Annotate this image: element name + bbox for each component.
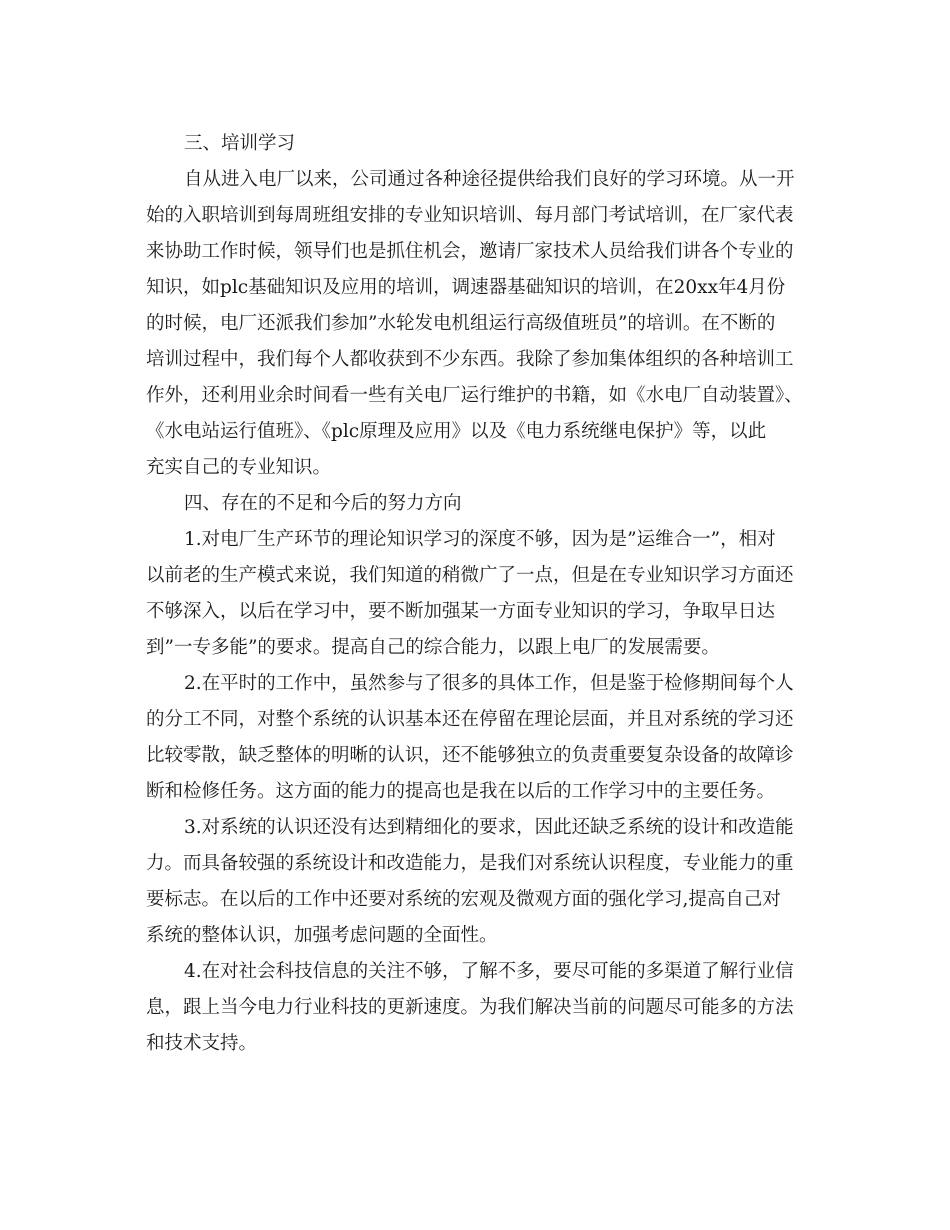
paragraph-line: 培训过程中，我们每个人都收获到不少东西。我除了参加集体组织的各种培训工 (146, 349, 794, 370)
paragraph-line: 3.对系统的认识还没有达到精细化的要求，因此还缺乏系统的设计和改造能 (184, 817, 794, 838)
paragraph-line: 作外，还利用业余时间看一些有关电厂运行维护的书籍，如《水电厂自动装置》、 (146, 385, 803, 406)
paragraph-line: 的时候，电厂还派我们参加”水轮发电机组运行高级值班员”的培训。在不断的 (146, 313, 776, 334)
paragraph-line: 和技术支持。 (146, 1033, 258, 1054)
section-heading-shortcomings: 四、存在的不足和今后的努力方向 (184, 493, 462, 514)
paragraph-line: 到”一专多能”的要求。提高自己的综合能力，以跟上电厂的发展需要。 (146, 637, 720, 658)
paragraph-line: 系统的整体认识，加强考虑问题的全面性。 (146, 925, 498, 946)
paragraph-line: 自从进入电厂以来，公司通过各种途径提供给我们良好的学习环境。从一开 (184, 169, 795, 190)
paragraph-item-4 (146, 954, 806, 1062)
paragraph-item-3 (146, 810, 806, 954)
paragraph-line: 来协助工作时候，领导们也是抓住机会，邀请厂家技术人员给我们讲各个专业的 (146, 241, 794, 262)
paragraph-line: 要标志。在以后的工作中还要对系统的宏观及微观方面的强化学习,提高自己对 (146, 889, 781, 910)
section-heading-training: 三、培训学习 (184, 133, 296, 154)
paragraph-line: 以前老的生产模式来说，我们知道的稍微广了一点，但是在专业知识学习方面还 (146, 565, 794, 586)
paragraph-line: 4.在对社会科技信息的关注不够，了解不多，要尽可能的多渠道了解行业信 (184, 961, 794, 982)
paragraph-line: 知识，如plc基础知识及应用的培训，调速器基础知识的培训，在20xx年4月份 (146, 277, 786, 298)
paragraph-line: 《水电站运行值班》、《plc原理及应用》以及《电力系统继电保护》等，以此 (146, 421, 767, 442)
paragraph-line: 1.对电厂生产环节的理论知识学习的深度不够，因为是”运维合一”，相对 (184, 529, 776, 550)
paragraph-line: 充实自己的专业知识。 (146, 457, 332, 478)
document-body (146, 126, 806, 1062)
paragraph-line: 2.在平时的工作中，虽然参与了很多的具体工作，但是鉴于检修期间每个人 (184, 673, 794, 694)
paragraph-line: 的分工不同，对整个系统的认识基本还在停留在理论层面，并且对系统的学习还 (146, 709, 794, 730)
paragraph-line: 比较零散，缺乏整体的明晰的认识，还不能够独立的负责重要复杂设备的故障诊 (146, 745, 794, 766)
paragraph-training (146, 162, 806, 486)
paragraph-line: 力。而具备较强的系统设计和改造能力，是我们对系统认识程度，专业能力的重 (146, 853, 794, 874)
paragraph-line: 息，跟上当今电力行业科技的更新速度。为我们解决当前的问题尽可能多的方法 (146, 997, 794, 1018)
paragraph-line: 断和检修任务。这方面的能力的提高也是我在以后的工作学习中的主要任务。 (146, 781, 776, 802)
paragraph-line: 不够深入，以后在学习中，要不断加强某一方面专业知识的学习，争取早日达 (146, 601, 776, 622)
paragraph-line: 始的入职培训到每周班组安排的专业知识培训、每月部门考试培训，在厂家代表 (146, 205, 794, 226)
paragraph-item-1 (146, 522, 806, 666)
paragraph-item-2 (146, 666, 806, 810)
